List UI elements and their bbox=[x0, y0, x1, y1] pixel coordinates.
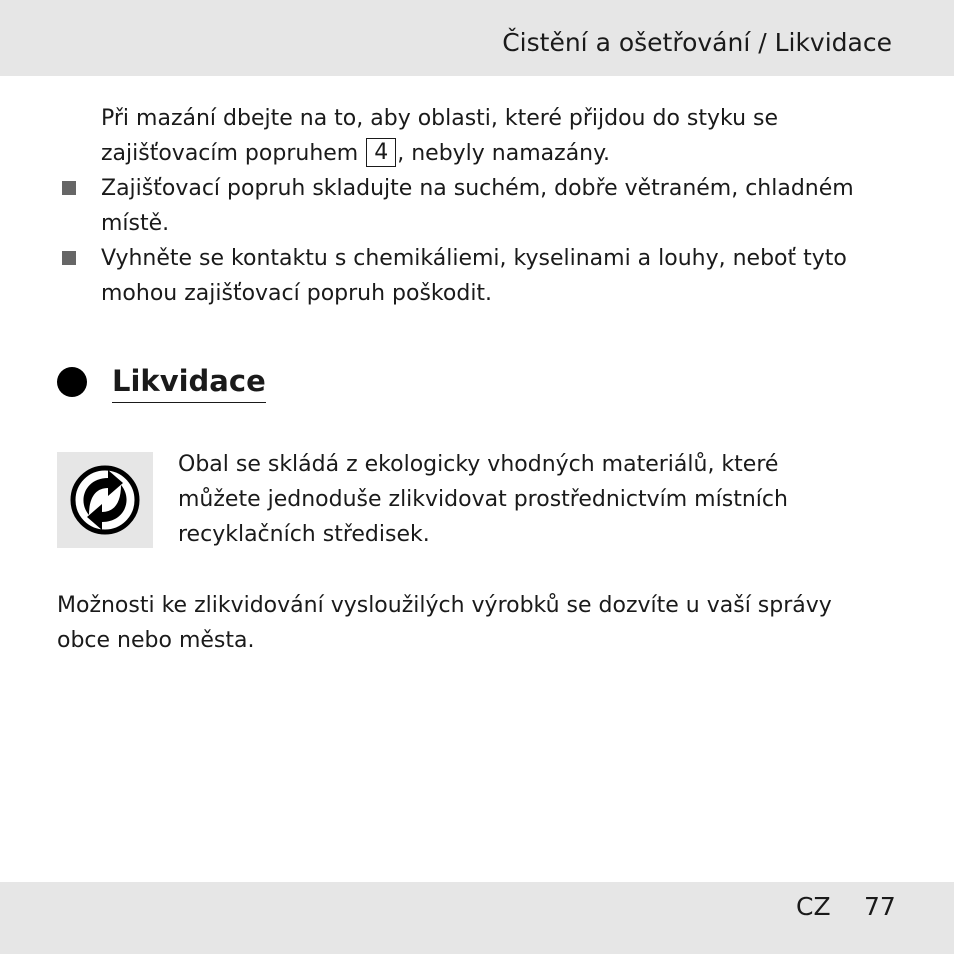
packaging-line-1: Obal se skládá z ekologicky vhodných materiálů, které bbox=[178, 452, 779, 477]
section-heading: Likvidace bbox=[112, 362, 266, 403]
page-header-title: Čistění a ošetřování / Likvidace bbox=[502, 28, 892, 57]
section-bullet-icon bbox=[57, 367, 87, 397]
part-reference-box: 4 bbox=[366, 138, 396, 167]
lubrication-note-line-2-start: zajišťovacím popruhem bbox=[101, 141, 359, 166]
lubrication-note bbox=[101, 101, 778, 171]
list-item bbox=[101, 241, 847, 311]
lubrication-note-line-2-end: , nebyly namazány. bbox=[397, 141, 610, 166]
green-dot-recycling-icon bbox=[70, 465, 140, 535]
product-disposal-line-2: obce nebo města. bbox=[57, 628, 255, 653]
list-item-line-2: mohou zajišťovací popruh poškodit. bbox=[101, 281, 493, 306]
packaging-paragraph bbox=[178, 447, 788, 552]
product-disposal-paragraph bbox=[57, 588, 832, 658]
list-item-line-1: Zajišťovací popruh skladujte na suchém, dobře větraném, chladném bbox=[101, 176, 854, 201]
packaging-line-3: recyklačních středisek. bbox=[178, 522, 430, 547]
bullet-square-icon bbox=[62, 181, 76, 195]
recycling-logo-box bbox=[57, 452, 153, 548]
page-number: 77 bbox=[864, 892, 896, 921]
list-item bbox=[101, 171, 854, 241]
list-item-line-1: Vyhněte se kontaktu s chemikáliemi, kyselinami a louhy, neboť tyto bbox=[101, 246, 847, 271]
product-disposal-line-1: Možnosti ke zlikvidování vysloužilých výrobků se dozvíte u vaší správy bbox=[57, 593, 832, 618]
language-code: CZ bbox=[796, 892, 831, 921]
bullet-square-icon bbox=[62, 251, 76, 265]
lubrication-note-line-2 bbox=[101, 136, 778, 171]
list-item-line-2: místě. bbox=[101, 211, 170, 236]
packaging-line-2: můžete jednoduše zlikvidovat prostřednictvím místních bbox=[178, 487, 788, 512]
lubrication-note-line-1: Při mazání dbejte na to, aby oblasti, které přijdou do styku se bbox=[101, 106, 779, 131]
